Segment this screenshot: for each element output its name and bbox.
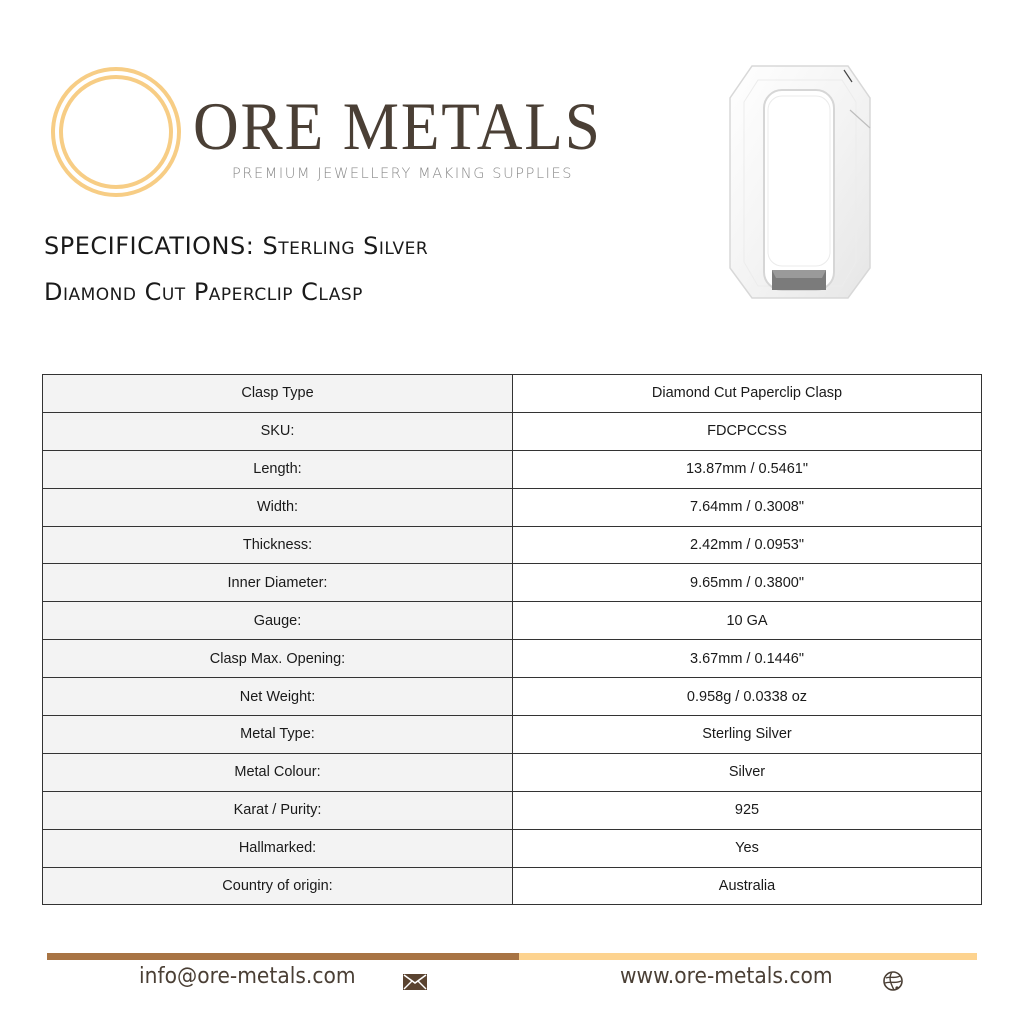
table-row <box>43 829 982 867</box>
spec-value: 7.64mm / 0.3008" <box>513 488 982 526</box>
email-link[interactable]: info@ore-metals.com <box>139 964 356 989</box>
product-image-clasp <box>722 58 878 304</box>
spec-value: 2.42mm / 0.0953" <box>513 526 982 564</box>
footer-bar-brown <box>47 953 519 960</box>
globe-icon <box>882 970 904 992</box>
spec-value: Silver <box>513 753 982 791</box>
spec-value: 10 GA <box>513 602 982 640</box>
spec-label: Gauge: <box>43 602 513 640</box>
spec-label: Karat / Purity: <box>43 791 513 829</box>
spec-value: Sterling Silver <box>513 716 982 754</box>
table-row <box>43 602 982 640</box>
spec-label: Clasp Type <box>43 375 513 413</box>
table-row <box>43 488 982 526</box>
gold-double-ring-icon <box>50 66 182 198</box>
brand-tagline: PREMIUM JEWELLERY MAKING SUPPLIES <box>232 166 574 182</box>
spec-value: 0.958g / 0.0338 oz <box>513 678 982 716</box>
table-row <box>43 716 982 754</box>
spec-label: Thickness: <box>43 526 513 564</box>
envelope-icon <box>403 974 427 990</box>
table-row <box>43 526 982 564</box>
website-link[interactable]: www.ore-metals.com <box>620 964 833 989</box>
spec-heading-metal: Sterling Silver <box>262 232 429 260</box>
spec-label: Inner Diameter: <box>43 564 513 602</box>
spec-label: Width: <box>43 488 513 526</box>
spec-value: Yes <box>513 829 982 867</box>
spec-table <box>42 374 982 905</box>
spec-value: 3.67mm / 0.1446" <box>513 640 982 678</box>
spec-value: Diamond Cut Paperclip Clasp <box>513 375 982 413</box>
spec-value: 13.87mm / 0.5461" <box>513 450 982 488</box>
spec-value: Australia <box>513 867 982 905</box>
table-row <box>43 867 982 905</box>
table-row <box>43 375 982 413</box>
spec-heading-prefix: SPECIFICATIONS: <box>44 232 255 260</box>
table-row <box>43 412 982 450</box>
spec-label: Net Weight: <box>43 678 513 716</box>
table-row <box>43 640 982 678</box>
spec-label: Metal Type: <box>43 716 513 754</box>
table-row <box>43 791 982 829</box>
page-title-line-2: Diamond Cut Paperclip Clasp <box>44 278 363 306</box>
table-row <box>43 564 982 602</box>
brand-name: ORE METALS <box>193 88 602 164</box>
spec-label: Length: <box>43 450 513 488</box>
table-row <box>43 450 982 488</box>
spec-label: Metal Colour: <box>43 753 513 791</box>
spec-label: SKU: <box>43 412 513 450</box>
page-title-line-1 <box>44 232 428 260</box>
spec-value: 925 <box>513 791 982 829</box>
spec-value: 9.65mm / 0.3800" <box>513 564 982 602</box>
spec-label: Hallmarked: <box>43 829 513 867</box>
spec-label: Clasp Max. Opening: <box>43 640 513 678</box>
table-row <box>43 678 982 716</box>
spec-label: Country of origin: <box>43 867 513 905</box>
spec-value: FDCPCCSS <box>513 412 982 450</box>
footer-bar-gold <box>519 953 977 960</box>
table-row <box>43 753 982 791</box>
